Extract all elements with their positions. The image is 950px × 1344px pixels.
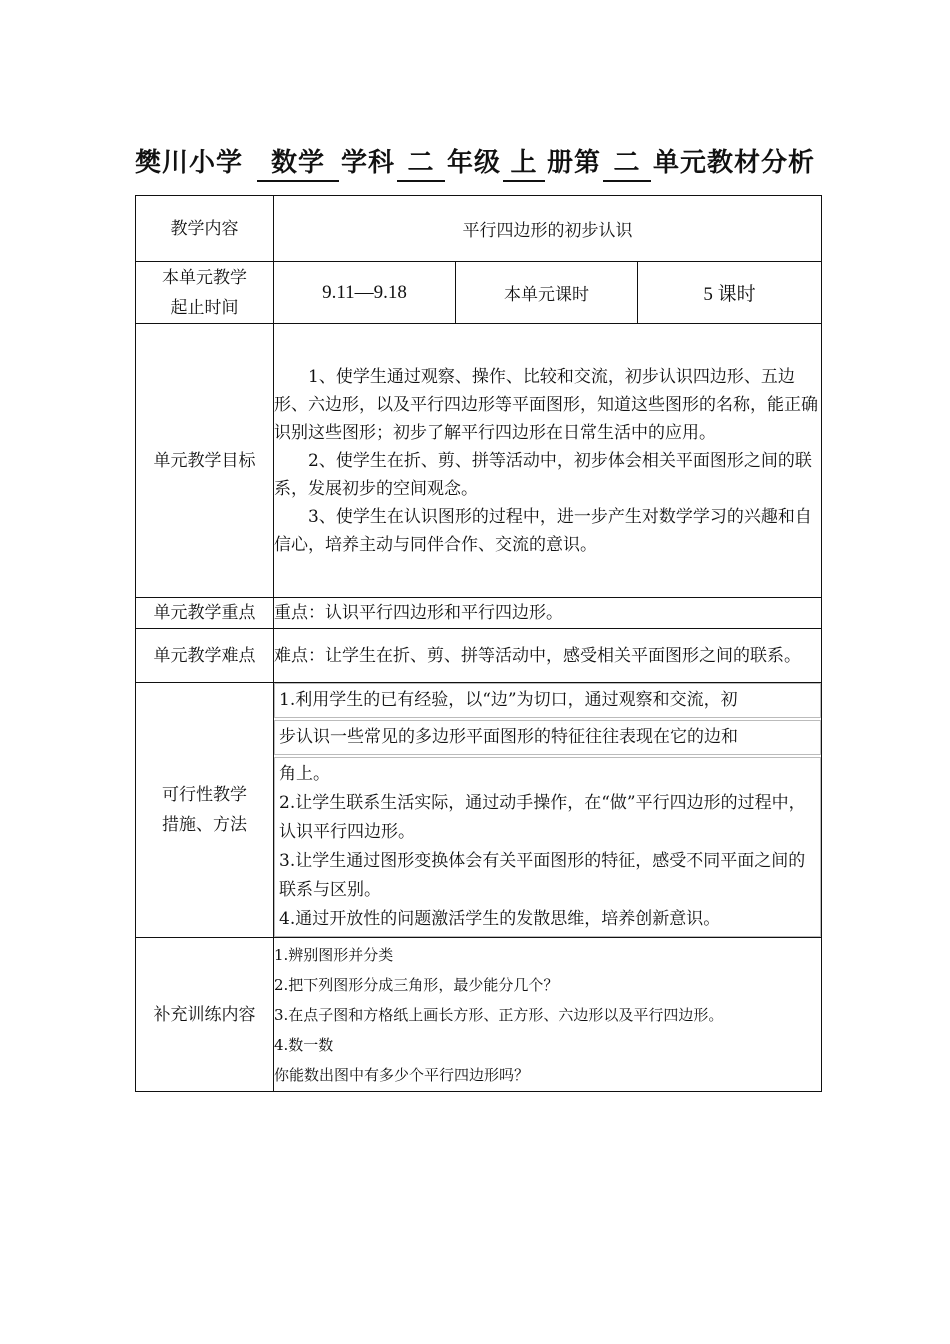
goal-item-3: 3、使学生在认识图形的过程中，进一步产生对数学学习的兴趣和自信心，培养主动与同伴合作、交流的意识。 — [274, 506, 812, 555]
school-name: 樊川小学 — [134, 148, 243, 178]
goals-row — [136, 324, 822, 598]
key-row — [136, 598, 822, 629]
method-item-2: 2.让学生联系生活实际，通过动手操作，在“做”平行四边形的过程中，认识平行四边形。 — [279, 793, 806, 842]
content-row — [136, 196, 822, 262]
content-label: 教学内容 — [136, 196, 274, 262]
grade-suffix: 年级 — [446, 148, 501, 178]
time-label-line1: 本单元教学 — [162, 267, 247, 288]
difficulty-label: 单元教学难点 — [136, 629, 274, 683]
time-row — [136, 262, 822, 324]
extra-row — [136, 938, 822, 1092]
method-item-4: 4.通过开放性的问题激活学生的发散思维，培养创新意识。 — [279, 909, 721, 929]
methods-content — [274, 683, 822, 938]
methods-label — [136, 683, 274, 938]
extra-label: 补充训练内容 — [136, 938, 274, 1092]
goal-item-2: 2、使学生在折、剪、拼等活动中，初步体会相关平面图形之间的联系，发展初步的空间观念。 — [274, 450, 812, 499]
time-label-line2: 起止时间 — [170, 297, 239, 318]
hours-label: 本单元课时 — [456, 262, 638, 324]
difficulty-row — [136, 629, 822, 683]
goal-item-1: 1、使学生通过观察、操作、比较和交流，初步认识四边形、五边形、六边形，以及平行四边形等平面图形，知道这些图形的名称，能正确识别这些图形；初步了解平行四边形在日常生活中的应用。 — [274, 366, 818, 443]
extra-item-4: 4.数一数 — [274, 1035, 334, 1054]
grade-blank: 二 — [397, 146, 445, 182]
methods-label-line2: 措施、方法 — [162, 815, 247, 835]
goals-label: 单元教学目标 — [136, 324, 274, 598]
method-item-3: 3.让学生通过图形变换体会有关平面图形的特征，感受不同平面之间的联系与区别。 — [279, 851, 806, 900]
difficulty-value: 难点：让学生在折、剪、拼等活动中，感受相关平面图形之间的联系。 — [274, 629, 822, 683]
volume-suffix: 册第 — [547, 148, 602, 178]
methods-row — [136, 683, 822, 938]
analysis-table — [135, 195, 822, 1092]
unit-blank: 二 — [603, 146, 651, 182]
method-box-2: 步认识一些常见的多边形平面图形的特征往往表现在它的边和 — [274, 720, 821, 755]
key-label: 单元教学重点 — [136, 598, 274, 629]
volume-blank: 上 — [503, 146, 545, 182]
extra-item-3: 3.在点子图和方格纸上画长方形、正方形、六边形以及平行四边形。 — [274, 1005, 724, 1024]
hours-value: 5 课时 — [638, 262, 822, 324]
subject-suffix: 学科 — [340, 148, 395, 178]
time-label — [136, 262, 274, 324]
page-title — [0, 142, 950, 182]
extra-item-1: 1.辨别图形并分类 — [274, 945, 394, 964]
extra-item-2: 2.把下列图形分成三角形，最少能分几个？ — [274, 975, 559, 994]
method-box-1: 1.利用学生的已有经验，以“边”为切口，通过观察和交流，初 — [274, 683, 821, 718]
method-box-3 — [274, 757, 821, 937]
key-value: 重点：认识平行四边形和平行四边形。 — [274, 598, 822, 629]
time-value: 9.11—9.18 — [274, 262, 456, 324]
content-value: 平行四边形的初步认识 — [274, 196, 822, 262]
goals-content — [274, 324, 822, 598]
methods-label-line1: 可行性教学 — [162, 785, 247, 805]
extra-content — [274, 938, 822, 1092]
extra-item-5: 你能数出图中有多少个平行四边形吗？ — [274, 1065, 530, 1084]
method-line: 角上。 — [279, 764, 330, 784]
unit-suffix: 单元教材分析 — [653, 148, 816, 178]
subject-blank: 数学 — [257, 146, 339, 182]
